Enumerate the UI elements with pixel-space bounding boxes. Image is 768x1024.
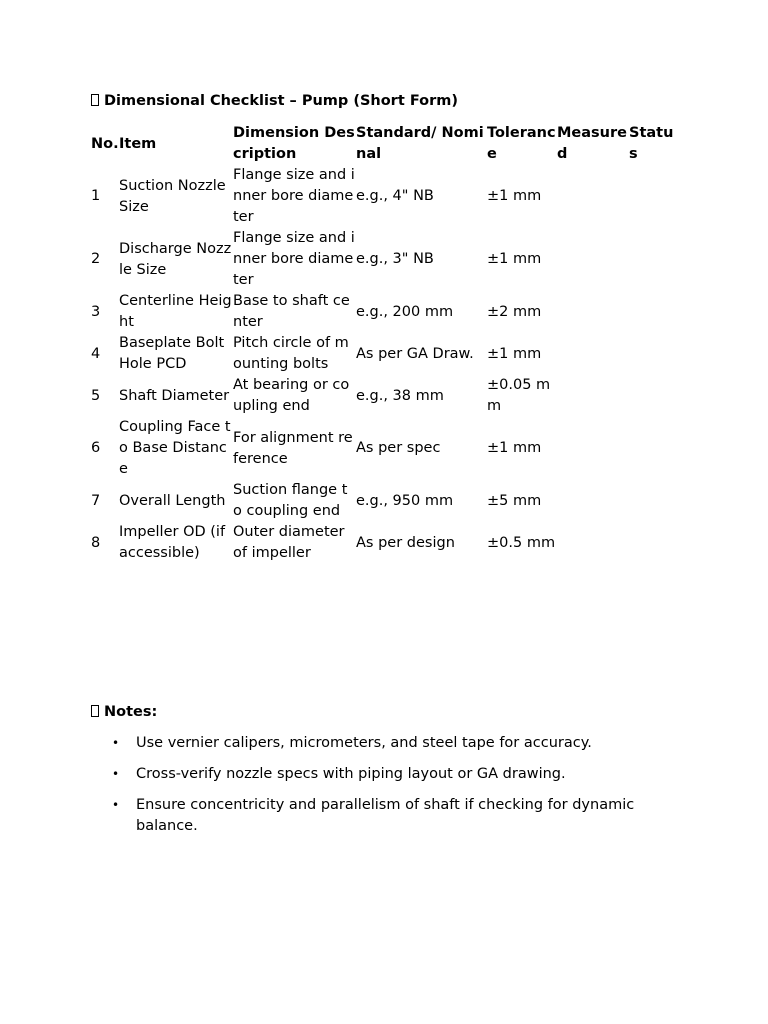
cell-no: 7 bbox=[91, 492, 101, 509]
table-row bbox=[91, 228, 681, 291]
cell-tolerance: ±1 mm bbox=[487, 251, 542, 267]
table-row bbox=[91, 165, 681, 228]
note-text: Use vernier calipers, micrometers, and steel tape for accuracy. bbox=[136, 735, 592, 751]
cell-status bbox=[629, 375, 681, 417]
table-row bbox=[91, 291, 681, 333]
cell-status bbox=[629, 165, 681, 228]
cell-description: At bearing or coupling end bbox=[233, 377, 350, 414]
cell-status bbox=[629, 417, 681, 480]
cell-tolerance: ±0.05 mm bbox=[487, 377, 551, 414]
cell-measured bbox=[557, 333, 629, 375]
cell-description: Flange size and inner bore diameter bbox=[233, 167, 355, 225]
cell-description: Base to shaft center bbox=[233, 293, 350, 330]
cell-item: Overall Length bbox=[119, 492, 226, 509]
cell-measured bbox=[557, 291, 629, 333]
table-row bbox=[91, 417, 681, 480]
cell-item: Impeller OD (if accessible) bbox=[119, 524, 226, 561]
header-measured: Measured bbox=[557, 125, 627, 162]
cell-item: Discharge Nozzle Size bbox=[119, 240, 232, 278]
cell-measured bbox=[557, 375, 629, 417]
cell-standard: e.g., 950 mm bbox=[356, 492, 454, 509]
list-item bbox=[91, 764, 671, 785]
header-standard-nominal: Standard/ Nominal bbox=[356, 125, 484, 162]
checklist-title-text: Dimensional Checklist – Pump (Short Form) bbox=[104, 93, 458, 109]
cell-tolerance: ±0.5 mm bbox=[487, 534, 556, 551]
cell-item: Centerline Height bbox=[119, 293, 232, 330]
cell-standard: e.g., 200 mm bbox=[356, 303, 454, 320]
header-status: Status bbox=[629, 125, 674, 162]
missing-glyph-icon bbox=[91, 94, 99, 106]
cell-measured bbox=[557, 522, 629, 564]
cell-no: 5 bbox=[91, 387, 101, 404]
missing-glyph-icon bbox=[91, 705, 99, 717]
cell-measured bbox=[557, 165, 629, 228]
notes-heading bbox=[91, 702, 157, 722]
cell-standard: As per GA Draw. bbox=[356, 345, 474, 362]
cell-standard: As per spec bbox=[356, 440, 441, 456]
cell-description: Pitch circle of mounting bolts bbox=[233, 335, 349, 372]
header-dimension-description: Dimension Description bbox=[233, 125, 355, 162]
cell-item: Suction Nozzle Size bbox=[119, 177, 226, 215]
dimensional-checklist-table bbox=[91, 123, 681, 564]
table-row bbox=[91, 333, 681, 375]
header-no: No. bbox=[91, 135, 119, 152]
cell-standard: e.g., 3" NB bbox=[356, 251, 434, 267]
cell-tolerance: ±2 mm bbox=[487, 303, 542, 320]
cell-standard: As per design bbox=[356, 534, 455, 551]
cell-status bbox=[629, 522, 681, 564]
cell-description: Flange size and inner bore diameter bbox=[233, 230, 355, 288]
bullet-icon: • bbox=[112, 736, 120, 750]
table-row bbox=[91, 480, 681, 522]
cell-measured bbox=[557, 228, 629, 291]
cell-status bbox=[629, 480, 681, 522]
checklist-title bbox=[91, 91, 458, 111]
cell-tolerance: ±5 mm bbox=[487, 492, 542, 509]
cell-measured bbox=[557, 417, 629, 480]
cell-tolerance: ±1 mm bbox=[487, 188, 542, 204]
notes-list bbox=[91, 733, 671, 847]
table-row bbox=[91, 522, 681, 564]
bullet-icon: • bbox=[112, 767, 120, 781]
cell-status bbox=[629, 333, 681, 375]
cell-no: 8 bbox=[91, 534, 101, 551]
header-item: Item bbox=[119, 135, 157, 152]
cell-no: 3 bbox=[91, 303, 101, 320]
cell-no: 4 bbox=[91, 345, 101, 362]
cell-description: Outer diameter of impeller bbox=[233, 524, 345, 561]
cell-no: 2 bbox=[91, 251, 101, 267]
notes-heading-text: Notes: bbox=[104, 704, 158, 720]
bullet-icon: • bbox=[112, 798, 120, 812]
table-row bbox=[91, 375, 681, 417]
cell-standard: e.g., 38 mm bbox=[356, 387, 444, 404]
note-text: Ensure concentricity and parallelism of shaft if checking for dynamic balance. bbox=[136, 797, 635, 834]
cell-measured bbox=[557, 480, 629, 522]
cell-no: 6 bbox=[91, 440, 101, 456]
cell-status bbox=[629, 228, 681, 291]
cell-item: Coupling Face to Base Distance bbox=[119, 419, 231, 477]
cell-description: For alignment reference bbox=[233, 429, 353, 467]
table-header-row bbox=[91, 123, 681, 165]
cell-standard: e.g., 4" NB bbox=[356, 188, 434, 204]
list-item bbox=[91, 733, 671, 754]
cell-tolerance: ±1 mm bbox=[487, 345, 542, 362]
header-tolerance: Tolerance bbox=[487, 125, 556, 162]
cell-item: Shaft Diameter bbox=[119, 387, 230, 404]
cell-item: Baseplate Bolt Hole PCD bbox=[119, 335, 225, 372]
note-text: Cross-verify nozzle specs with piping layout or GA drawing. bbox=[136, 766, 566, 782]
list-item bbox=[91, 795, 671, 837]
cell-no: 1 bbox=[91, 188, 101, 204]
cell-status bbox=[629, 291, 681, 333]
cell-description: Suction flange to coupling end bbox=[233, 482, 348, 519]
cell-tolerance: ±1 mm bbox=[487, 440, 542, 456]
